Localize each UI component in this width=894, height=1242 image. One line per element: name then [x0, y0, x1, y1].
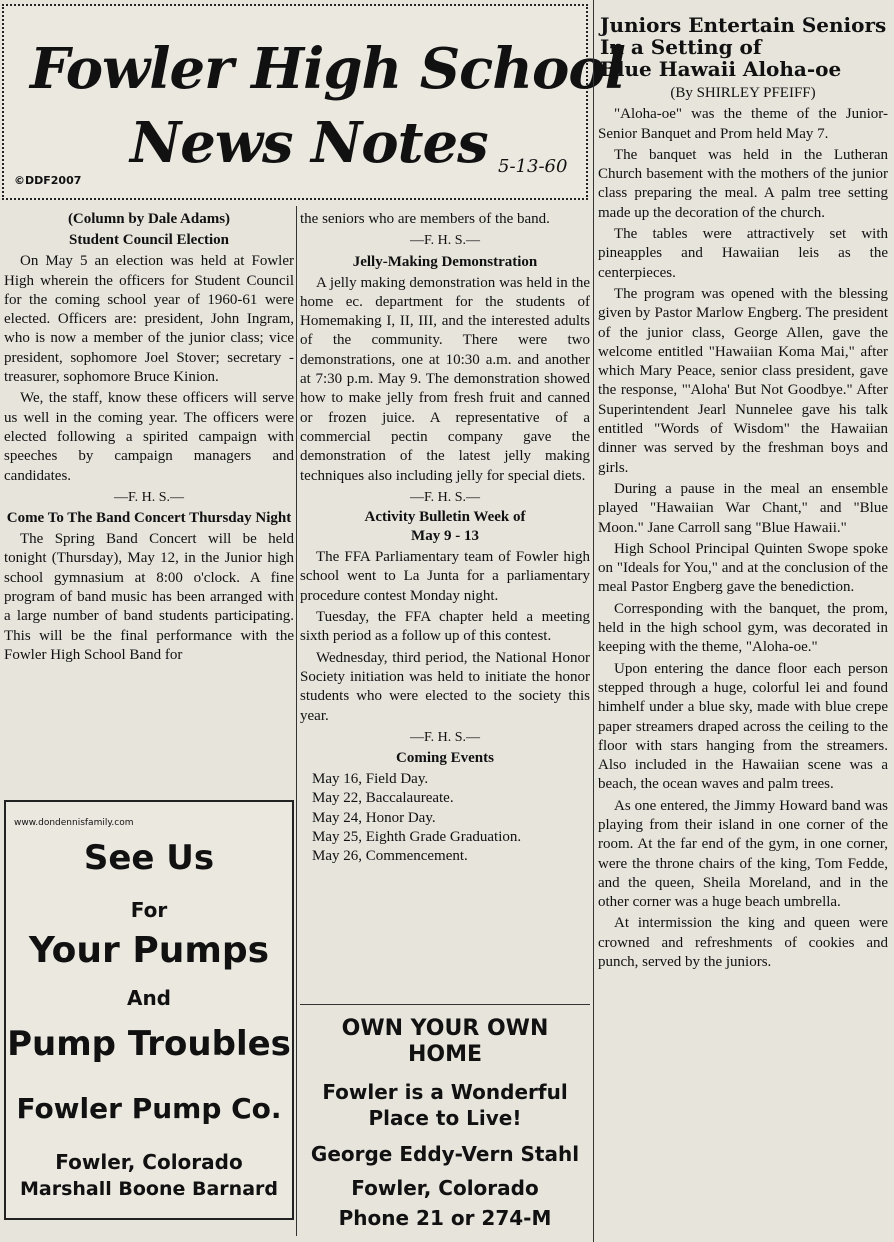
paragraph: The banquet was held in the Lutheran Church basement with the mothers of the junior class preparing the meal. A palm tree setting made up the decoration of the church.	[598, 146, 888, 221]
headline-jelly: Jelly-Making Demonstration	[352, 253, 538, 270]
headline-activity-dates: May 9 - 13	[411, 528, 479, 545]
column-left	[4, 210, 294, 667]
paragraph: Upon entering the dance floor each person stepped through a huge, colorful lei and found himhelf under a blue sky, made with blue crepe paper streamers draped across the ceiling to the floor with stars hanging from the streamers. Also included in the Hawaiian scene was a beach, the ocean waves and palm trees.	[598, 660, 888, 793]
headline-line: Juniors Entertain Seniors	[600, 13, 887, 37]
fhs-separator: —F. H. S.—	[409, 489, 481, 505]
ad-line: George Eddy-Vern Stahl	[310, 1142, 580, 1166]
ad-fowler-pump	[4, 800, 294, 1220]
ad-line: Phone 21 or 274-M	[338, 1206, 552, 1230]
fhs-separator: —F. H. S.—	[409, 729, 481, 745]
ad-line: OWN YOUR OWN	[341, 1016, 549, 1041]
ad-own-your-home	[300, 1008, 590, 1236]
paragraph: High School Principal Quinten Swope spoke on "Ideals for You," and at the conclusion of the meal Pastor Engberg gave the benediction.	[598, 540, 888, 596]
paragraph: On May 5 an election was held at Fowler High wherein the officers for Student Council for the coming school year of 1960-61 were elected. Officers are: president, John Ingram, who is now a member of the junior class; vice president, sophomore Joel Stover; secretary - treasurer, sophomore Bruce Kinion.	[4, 253, 294, 386]
list-item: May 25, Eighth Grade Graduation.	[312, 829, 522, 846]
paragraph: During a pause in the meal an ensemble played "Hawaiian War Chant," and "Blue Moon." Jane Carroll sang "Blue Hawaii."	[598, 480, 888, 536]
masthead-title-line1: Fowler High School	[30, 36, 625, 102]
ad-line: Fowler Pump Co.	[16, 1092, 282, 1125]
events-list	[300, 770, 590, 866]
list-item: May 24, Honor Day.	[312, 809, 436, 826]
paragraph: "Aloha-oe" was the theme of the Junior-Senior Banquet and Prom held May 7.	[598, 106, 888, 142]
paragraph: We, the staff, know these officers will serve us well in the coming year. The officers were elected following a spirited campaign with speeches by campaign managers and candidates.	[4, 390, 294, 484]
list-item: May 26, Commencement.	[312, 848, 468, 865]
column-rule-1	[296, 206, 297, 1236]
paragraph: At intermission the king and queen were crowned and refreshments of cookies and punch, served by the juniors.	[598, 915, 888, 971]
fhs-separator: —F. H. S.—	[113, 489, 185, 505]
ad-line: HOME	[407, 1042, 483, 1067]
paragraph: The tables were attractively set with pineapples and Hawaiian leis as the centerpieces.	[598, 226, 888, 281]
ad-line: For	[130, 898, 168, 922]
list-item: May 22, Baccalaureate.	[312, 790, 454, 807]
headline-line: In a Setting of	[600, 35, 762, 59]
list-item: May 16, Field Day.	[312, 771, 429, 788]
paragraph: Corresponding with the banquet, the prom, held in the high school gym, was decorated in keeping with the theme, "Aloha-oe."	[598, 600, 888, 656]
story-headline	[600, 14, 888, 80]
masthead-title-line2: News Notes	[130, 110, 488, 176]
fhs-separator: —F. H. S.—	[409, 233, 481, 249]
column-rule-2	[593, 0, 594, 1242]
story-author: (By SHIRLEY PFEIFF)	[670, 85, 816, 101]
ad-line: See Us	[83, 838, 215, 878]
ad-separator	[300, 1004, 590, 1005]
handwritten-date: 5-13-60	[498, 156, 568, 177]
column-byline: (Column by Dale Adams)	[67, 211, 231, 227]
ad-line: Fowler, Colorado	[55, 1150, 243, 1174]
headline-band-concert: Come To The Band Concert Thursday Night	[6, 510, 292, 527]
website-watermark: www.dondennisfamily.com	[14, 818, 134, 828]
paragraph: the seniors who are members of the band.	[300, 211, 550, 227]
ad-line: Marshall Boone Barnard	[19, 1178, 278, 1200]
ad-line: Place to Live!	[368, 1106, 522, 1130]
column-middle	[300, 210, 590, 867]
headline-coming-events: Coming Events	[396, 750, 494, 767]
masthead	[2, 4, 625, 200]
column-right	[598, 4, 888, 974]
paragraph: Wednesday, third period, the National Honor Society initiation was held to initiate the honor students who were elected to the society this year.	[300, 649, 590, 724]
paragraph: The FFA Parliamentary team of Fowler high school went to La Junta for a parliamentary procedure contest Monday night.	[300, 549, 590, 604]
ad-line: Pump Troubles	[7, 1024, 291, 1064]
ad-line: Your Pumps	[28, 930, 270, 971]
headline-activity-bulletin: Activity Bulletin Week of	[364, 509, 526, 526]
copyright-mark: ©DDF2007	[14, 174, 82, 187]
paragraph: As one entered, the Jimmy Howard band was playing from their island in one corner of the room. At the far end of the gym, in one corner, were the throne chairs of the king, Tom Fedde, and the queen, Sheila Moreland, and in the other corner was a huge beach umbrella.	[598, 797, 888, 911]
paragraph: Tuesday, the FFA chapter held a meeting sixth period as a follow up of this contest.	[300, 609, 590, 645]
ad-line: Fowler, Colorado	[351, 1176, 539, 1200]
paragraph: A jelly making demonstration was held in the home ec. department for the students of Homemaking I, II, III, and the interested adults of the community. There were two demonstrations, one at 10:30 a.m. and another at 7:30 p.m. May 9. The demonstration showed how to make jelly from fresh fruit and canned or frozen juice. A representative of a commercial pectin company gave the demonstration of the latest jelly making techniques also including jelly for special diets.	[300, 274, 590, 484]
paragraph: The program was opened with the blessing given by Pastor Marlow Engberg. The president of the junior class, George Allen, gave the welcome entitled "Hawaiian Koma Mai," after which Mary Peace, senior class president, gave the response, "'Aloha' But Not Goodbye." After Superintendent Jearl Nunnelee gave his talk entitled "Words of Wisdom" the Hawaiian dinner was served by the freshman boys and girls.	[598, 285, 888, 476]
headline-line: Blue Hawaii Aloha-oe	[600, 57, 842, 81]
ad-line: And	[126, 986, 172, 1010]
headline-student-council: Student Council Election	[68, 232, 230, 249]
paragraph: The Spring Band Concert will be held tonight (Thursday), May 12, in the Junior high school gymnasium at 8:00 o'clock. A fine program of band music has been arranged with a large number of band students participating. This will be the final performance with the Fowler High School Band for	[4, 531, 294, 663]
ad-line: Fowler is a Wonderful	[322, 1080, 568, 1104]
